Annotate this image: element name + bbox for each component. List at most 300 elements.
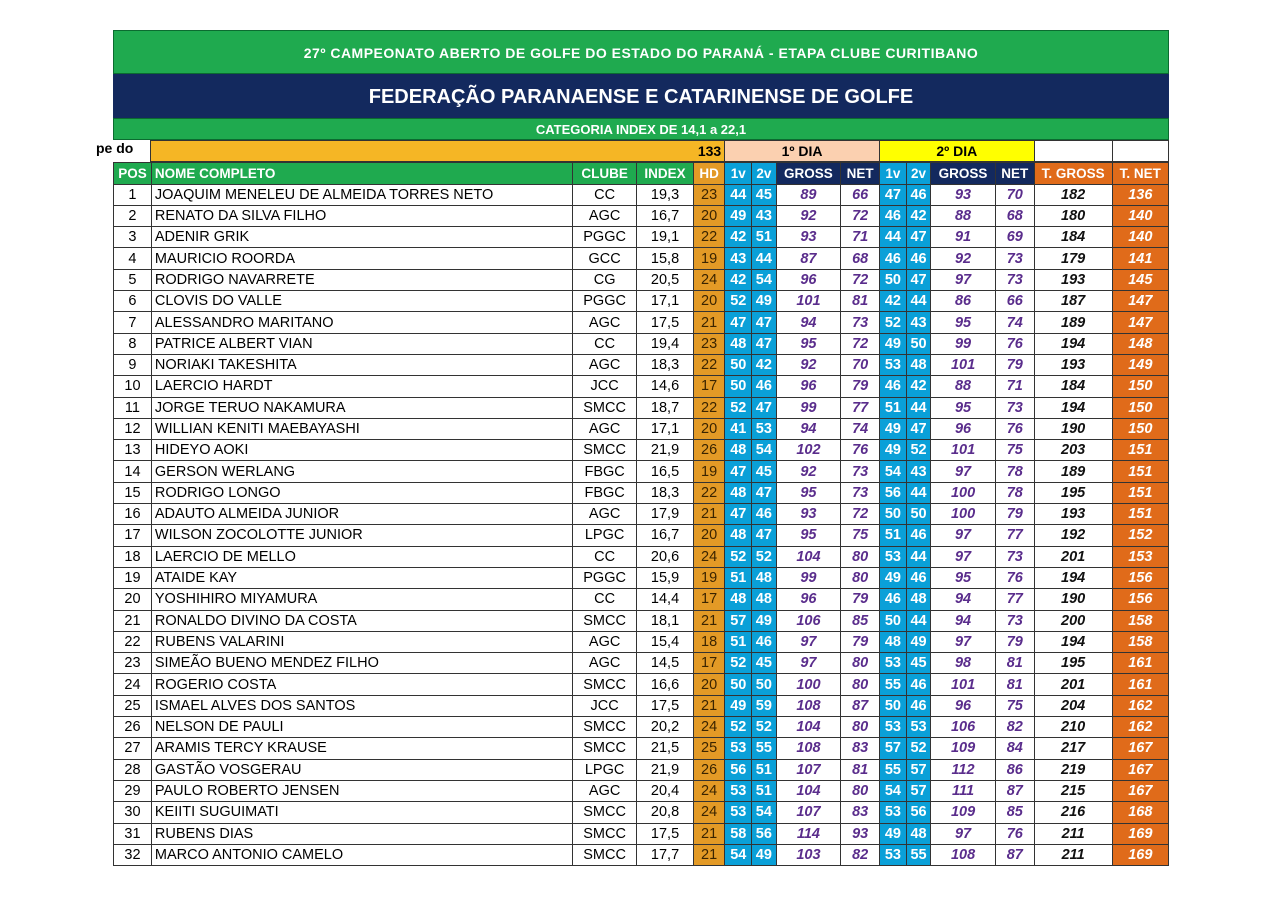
cell-clube: CC [572, 333, 637, 354]
table-row [114, 823, 1169, 844]
cell-day2-2v: 43 [906, 461, 931, 482]
cell-day1-gross: 96 [776, 269, 841, 290]
cell-day1-1v: 52 [725, 291, 752, 312]
cell-day2-net: 73 [995, 248, 1034, 269]
cell-day2-1v: 49 [880, 418, 907, 439]
table-row [114, 759, 1169, 780]
cell-day1-gross: 94 [776, 418, 841, 439]
cell-day1-net: 83 [841, 738, 880, 759]
cell-nome: RONALDO DIVINO DA COSTA [151, 610, 572, 631]
cell-day2-2v: 46 [906, 674, 931, 695]
cell-hd: 19 [693, 461, 725, 482]
cell-pos: 1 [114, 184, 152, 205]
cell-day2-gross: 109 [931, 802, 996, 823]
cell-pos: 27 [114, 738, 152, 759]
header-day1-2v: 2v [752, 163, 777, 184]
cell-day2-net: 75 [995, 440, 1034, 461]
cell-day1-net: 79 [841, 589, 880, 610]
cell-day2-2v: 42 [906, 376, 931, 397]
cell-nome: ALESSANDRO MARITANO [151, 312, 572, 333]
cell-day1-2v: 47 [752, 312, 777, 333]
cell-nome: MAURICIO ROORDA [151, 248, 572, 269]
cell-day2-gross: 111 [931, 780, 996, 801]
cell-index: 19,3 [637, 184, 693, 205]
cell-pos: 6 [114, 291, 152, 312]
cell-clube: SMCC [572, 610, 637, 631]
cell-day1-net: 80 [841, 546, 880, 567]
cell-day2-gross: 97 [931, 631, 996, 652]
cell-day1-net: 75 [841, 525, 880, 546]
cell-day2-net: 79 [995, 504, 1034, 525]
cell-day1-2v: 47 [752, 397, 777, 418]
cell-day2-net: 68 [995, 205, 1034, 226]
cell-day2-gross: 92 [931, 248, 996, 269]
cell-total-net: 153 [1112, 546, 1168, 567]
cell-hd: 26 [693, 440, 725, 461]
cell-day1-gross: 103 [776, 844, 841, 865]
cell-day1-1v: 58 [725, 823, 752, 844]
cell-total-net: 162 [1112, 695, 1168, 716]
cell-day1-gross: 92 [776, 461, 841, 482]
cell-day2-1v: 46 [880, 589, 907, 610]
cell-pos: 9 [114, 354, 152, 375]
cell-day1-net: 79 [841, 376, 880, 397]
cell-day2-gross: 106 [931, 717, 996, 738]
cell-total-gross: 211 [1034, 823, 1112, 844]
cell-day1-2v: 51 [752, 780, 777, 801]
cell-hd: 20 [693, 525, 725, 546]
cell-day2-2v: 46 [906, 248, 931, 269]
cell-index: 18,1 [637, 610, 693, 631]
cell-nome: RODRIGO LONGO [151, 482, 572, 503]
cell-pos: 29 [114, 780, 152, 801]
cell-day2-gross: 94 [931, 589, 996, 610]
cell-day2-1v: 49 [880, 440, 907, 461]
cell-index: 14,4 [637, 589, 693, 610]
cell-day1-2v: 54 [752, 440, 777, 461]
cell-nome: YOSHIHIRO MIYAMURA [151, 589, 572, 610]
cell-day1-net: 82 [841, 844, 880, 865]
cell-hd: 19 [693, 248, 725, 269]
cell-index: 17,7 [637, 844, 693, 865]
cell-hd: 21 [693, 610, 725, 631]
cell-hd: 20 [693, 291, 725, 312]
cell-nome: KEIITI SUGUIMATI [151, 802, 572, 823]
cell-hd: 22 [693, 397, 725, 418]
cell-day2-2v: 50 [906, 504, 931, 525]
cell-total-gross: 210 [1034, 717, 1112, 738]
cell-index: 14,6 [637, 376, 693, 397]
cell-pos: 7 [114, 312, 152, 333]
cell-total-gross: 189 [1034, 312, 1112, 333]
cell-index: 16,6 [637, 674, 693, 695]
cell-day2-gross: 94 [931, 610, 996, 631]
cell-day1-gross: 92 [776, 205, 841, 226]
cell-nome: NORIAKI TAKESHITA [151, 354, 572, 375]
table-row [114, 802, 1169, 823]
cell-day1-1v: 51 [725, 567, 752, 588]
cell-day2-1v: 56 [880, 482, 907, 503]
table-row [114, 376, 1169, 397]
cell-hd: 17 [693, 653, 725, 674]
cell-day1-2v: 54 [752, 269, 777, 290]
cell-day1-1v: 48 [725, 525, 752, 546]
cell-index: 19,1 [637, 227, 693, 248]
cell-day1-net: 73 [841, 461, 880, 482]
cell-nome: ATAIDE KAY [151, 567, 572, 588]
header-hd: HD [693, 163, 725, 184]
cell-day2-2v: 46 [906, 184, 931, 205]
cell-nome: ADAUTO ALMEIDA JUNIOR [151, 504, 572, 525]
table-row [114, 674, 1169, 695]
cell-total-gross: 211 [1034, 844, 1112, 865]
cell-day1-net: 85 [841, 610, 880, 631]
cell-hd: 21 [693, 823, 725, 844]
cell-day1-1v: 48 [725, 333, 752, 354]
header-day1-net: NET [841, 163, 880, 184]
cell-pos: 18 [114, 546, 152, 567]
cell-pos: 23 [114, 653, 152, 674]
cell-day1-1v: 56 [725, 759, 752, 780]
cell-day1-gross: 97 [776, 631, 841, 652]
cell-total-gross: 217 [1034, 738, 1112, 759]
cell-day1-1v: 42 [725, 227, 752, 248]
cell-day2-2v: 52 [906, 440, 931, 461]
cell-total-net: 151 [1112, 440, 1168, 461]
cell-total-gross: 194 [1034, 631, 1112, 652]
cell-day2-2v: 46 [906, 695, 931, 716]
cell-day1-net: 79 [841, 631, 880, 652]
cell-day2-2v: 43 [906, 312, 931, 333]
table-row [114, 482, 1169, 503]
cell-day1-gross: 104 [776, 546, 841, 567]
cell-nome: GASTÃO VOSGERAU [151, 759, 572, 780]
cell-hd: 23 [693, 333, 725, 354]
cell-day1-1v: 52 [725, 397, 752, 418]
table-row [114, 205, 1169, 226]
table-row [114, 695, 1169, 716]
cell-day1-2v: 51 [752, 759, 777, 780]
cell-day2-2v: 52 [906, 738, 931, 759]
cell-day1-gross: 107 [776, 759, 841, 780]
federation-title: FEDERAÇÃO PARANAENSE E CATARINENSE DE GOLFE [113, 74, 1169, 118]
cell-day1-net: 72 [841, 205, 880, 226]
cell-day2-gross: 97 [931, 269, 996, 290]
cell-day2-2v: 48 [906, 589, 931, 610]
cell-total-gross: 194 [1034, 397, 1112, 418]
cell-day2-1v: 57 [880, 738, 907, 759]
cell-index: 15,9 [637, 567, 693, 588]
championship-title: 27º CAMPEONATO ABERTO DE GOLFE DO ESTADO DO PARANÁ - ETAPA CLUBE CURITIBANO [113, 30, 1169, 74]
cell-day1-net: 77 [841, 397, 880, 418]
cell-day2-gross: 93 [931, 184, 996, 205]
cell-total-gross: 204 [1034, 695, 1112, 716]
cell-day1-1v: 52 [725, 653, 752, 674]
cell-index: 16,7 [637, 525, 693, 546]
cell-day1-1v: 50 [725, 674, 752, 695]
header-day1-1v: 1v [725, 163, 752, 184]
cell-nome: CLOVIS DO VALLE [151, 291, 572, 312]
cell-clube: SMCC [572, 844, 637, 865]
cell-day2-net: 73 [995, 546, 1034, 567]
cell-day1-1v: 51 [725, 631, 752, 652]
cell-total-gross: 195 [1034, 653, 1112, 674]
day2-header: 2º DIA [879, 141, 1034, 162]
cell-day1-net: 81 [841, 759, 880, 780]
table-row [114, 567, 1169, 588]
cell-day1-2v: 47 [752, 333, 777, 354]
cell-nome: SIMEÃO BUENO MENDEZ FILHO [151, 653, 572, 674]
cell-pos: 16 [114, 504, 152, 525]
cell-day1-gross: 106 [776, 610, 841, 631]
cell-hd: 26 [693, 759, 725, 780]
cell-total-gross: 193 [1034, 504, 1112, 525]
cell-day2-net: 78 [995, 482, 1034, 503]
cell-day2-gross: 98 [931, 653, 996, 674]
cell-total-net: 156 [1112, 589, 1168, 610]
cell-day2-net: 73 [995, 397, 1034, 418]
cell-day2-net: 76 [995, 418, 1034, 439]
cell-day1-gross: 104 [776, 780, 841, 801]
cell-hd: 21 [693, 504, 725, 525]
cell-pos: 15 [114, 482, 152, 503]
header-clube: CLUBE [572, 163, 637, 184]
cell-day1-gross: 100 [776, 674, 841, 695]
cell-clube: AGC [572, 653, 637, 674]
cell-pos: 25 [114, 695, 152, 716]
table-row [114, 248, 1169, 269]
cell-nome: ROGERIO COSTA [151, 674, 572, 695]
table-row [114, 844, 1169, 865]
cell-day2-2v: 44 [906, 397, 931, 418]
cell-day1-net: 87 [841, 695, 880, 716]
cell-day2-net: 79 [995, 631, 1034, 652]
table-row [114, 291, 1169, 312]
cell-pos: 20 [114, 589, 152, 610]
cell-hd: 24 [693, 269, 725, 290]
cell-day2-net: 69 [995, 227, 1034, 248]
cell-hd: 18 [693, 631, 725, 652]
table-row [114, 717, 1169, 738]
cell-index: 16,7 [637, 205, 693, 226]
cell-day1-gross: 108 [776, 695, 841, 716]
cell-total-gross: 215 [1034, 780, 1112, 801]
cell-index: 20,8 [637, 802, 693, 823]
cell-pos: 3 [114, 227, 152, 248]
header-index: INDEX [637, 163, 693, 184]
cell-index: 18,7 [637, 397, 693, 418]
cell-hd: 19 [693, 567, 725, 588]
cell-day1-net: 80 [841, 653, 880, 674]
cell-total-gross: 203 [1034, 440, 1112, 461]
cell-hd: 20 [693, 205, 725, 226]
table-row [114, 354, 1169, 375]
table-row [114, 227, 1169, 248]
cell-day2-gross: 101 [931, 354, 996, 375]
header-day2-2v: 2v [906, 163, 931, 184]
cell-day2-2v: 42 [906, 205, 931, 226]
cell-day1-2v: 49 [752, 610, 777, 631]
cell-day1-2v: 46 [752, 376, 777, 397]
cell-total-net: 148 [1112, 333, 1168, 354]
cell-nome: ARAMIS TERCY KRAUSE [151, 738, 572, 759]
cell-day1-net: 80 [841, 674, 880, 695]
cell-day1-2v: 44 [752, 248, 777, 269]
cell-day1-net: 83 [841, 802, 880, 823]
cell-day1-1v: 48 [725, 440, 752, 461]
cell-clube: CG [572, 269, 637, 290]
cell-pos: 12 [114, 418, 152, 439]
cell-total-gross: 219 [1034, 759, 1112, 780]
cell-day1-2v: 55 [752, 738, 777, 759]
cell-nome: JORGE TERUO NAKAMURA [151, 397, 572, 418]
cell-day1-net: 73 [841, 482, 880, 503]
cell-day1-2v: 50 [752, 674, 777, 695]
cell-day2-2v: 44 [906, 546, 931, 567]
cell-day2-gross: 97 [931, 823, 996, 844]
cell-day1-gross: 93 [776, 227, 841, 248]
cell-day2-2v: 45 [906, 653, 931, 674]
table-row [114, 738, 1169, 759]
cell-total-net: 156 [1112, 567, 1168, 588]
table-row [114, 504, 1169, 525]
cell-total-net: 158 [1112, 631, 1168, 652]
cell-total-net: 145 [1112, 269, 1168, 290]
cell-day1-1v: 52 [725, 546, 752, 567]
cell-total-net: 136 [1112, 184, 1168, 205]
cell-day1-net: 66 [841, 184, 880, 205]
cell-day2-1v: 53 [880, 717, 907, 738]
cell-nome: JOAQUIM MENELEU DE ALMEIDA TORRES NETO [151, 184, 572, 205]
pe-do-label: pe do [96, 140, 134, 156]
header-pos: POS [114, 163, 152, 184]
header-nome: NOME COMPLETO [151, 163, 572, 184]
cell-day2-gross: 88 [931, 205, 996, 226]
cell-day1-net: 72 [841, 269, 880, 290]
cell-clube: AGC [572, 418, 637, 439]
cell-day2-gross: 101 [931, 674, 996, 695]
cell-day1-gross: 102 [776, 440, 841, 461]
cell-index: 17,9 [637, 504, 693, 525]
cell-day1-gross: 101 [776, 291, 841, 312]
cell-total-net: 151 [1112, 461, 1168, 482]
cell-day2-gross: 112 [931, 759, 996, 780]
cell-day1-1v: 43 [725, 248, 752, 269]
cell-pos: 26 [114, 717, 152, 738]
cell-day2-1v: 42 [880, 291, 907, 312]
header-total-net: T. NET [1112, 163, 1168, 184]
cell-day1-gross: 95 [776, 333, 841, 354]
cell-day2-gross: 91 [931, 227, 996, 248]
cell-total-net: 151 [1112, 504, 1168, 525]
cell-day1-2v: 45 [752, 461, 777, 482]
cell-day2-1v: 46 [880, 248, 907, 269]
cell-total-gross: 194 [1034, 333, 1112, 354]
cell-day2-1v: 50 [880, 269, 907, 290]
cell-pos: 19 [114, 567, 152, 588]
cell-total-gross: 201 [1034, 546, 1112, 567]
cell-day2-net: 74 [995, 312, 1034, 333]
cell-clube: AGC [572, 780, 637, 801]
cell-day2-net: 73 [995, 610, 1034, 631]
cell-hd: 21 [693, 695, 725, 716]
cell-day2-2v: 47 [906, 227, 931, 248]
cell-day2-gross: 96 [931, 418, 996, 439]
cell-day2-2v: 44 [906, 610, 931, 631]
cell-total-gross: 194 [1034, 567, 1112, 588]
cell-day1-2v: 42 [752, 354, 777, 375]
cell-day2-gross: 97 [931, 546, 996, 567]
cell-day1-2v: 45 [752, 184, 777, 205]
cell-hd: 25 [693, 738, 725, 759]
cell-day2-2v: 47 [906, 418, 931, 439]
cell-day2-1v: 54 [880, 780, 907, 801]
cell-day1-1v: 50 [725, 354, 752, 375]
cell-day1-2v: 47 [752, 525, 777, 546]
cell-day1-1v: 41 [725, 418, 752, 439]
cell-index: 14,5 [637, 653, 693, 674]
cell-day1-gross: 96 [776, 589, 841, 610]
cell-day2-2v: 49 [906, 631, 931, 652]
cell-day1-2v: 59 [752, 695, 777, 716]
cell-index: 17,1 [637, 418, 693, 439]
cell-hd: 22 [693, 354, 725, 375]
cell-clube: SMCC [572, 717, 637, 738]
cell-day1-2v: 49 [752, 291, 777, 312]
cell-nome: RODRIGO NAVARRETE [151, 269, 572, 290]
table-row [114, 184, 1169, 205]
cell-nome: LAERCIO HARDT [151, 376, 572, 397]
cell-total-gross: 193 [1034, 269, 1112, 290]
cell-day2-net: 66 [995, 291, 1034, 312]
cell-nome: LAERCIO DE MELLO [151, 546, 572, 567]
cell-day1-gross: 93 [776, 504, 841, 525]
cell-index: 20,2 [637, 717, 693, 738]
table-row [114, 397, 1169, 418]
cell-nome: HIDEYO AOKI [151, 440, 572, 461]
cell-day2-net: 86 [995, 759, 1034, 780]
cell-day1-1v: 57 [725, 610, 752, 631]
cell-total-net: 141 [1112, 248, 1168, 269]
cell-day2-1v: 49 [880, 823, 907, 844]
cell-clube: CC [572, 546, 637, 567]
cell-pos: 8 [114, 333, 152, 354]
cell-pos: 14 [114, 461, 152, 482]
cell-day1-net: 72 [841, 504, 880, 525]
cell-total-net: 149 [1112, 354, 1168, 375]
cell-day1-gross: 89 [776, 184, 841, 205]
cell-total-net: 140 [1112, 227, 1168, 248]
cell-day2-gross: 95 [931, 567, 996, 588]
cell-day2-1v: 51 [880, 397, 907, 418]
cell-day1-net: 80 [841, 780, 880, 801]
cell-total-net: 167 [1112, 738, 1168, 759]
cell-day1-gross: 114 [776, 823, 841, 844]
table-row [114, 589, 1169, 610]
cell-nome: NELSON DE PAULI [151, 717, 572, 738]
cell-day1-2v: 52 [752, 546, 777, 567]
cell-day2-net: 87 [995, 780, 1034, 801]
table-row [114, 269, 1169, 290]
cell-day2-gross: 100 [931, 482, 996, 503]
cell-hd: 23 [693, 184, 725, 205]
cell-index: 18,3 [637, 354, 693, 375]
cell-clube: JCC [572, 695, 637, 716]
cell-total-gross: 182 [1034, 184, 1112, 205]
cell-day2-2v: 48 [906, 823, 931, 844]
cell-day1-gross: 99 [776, 567, 841, 588]
cell-day1-2v: 52 [752, 717, 777, 738]
